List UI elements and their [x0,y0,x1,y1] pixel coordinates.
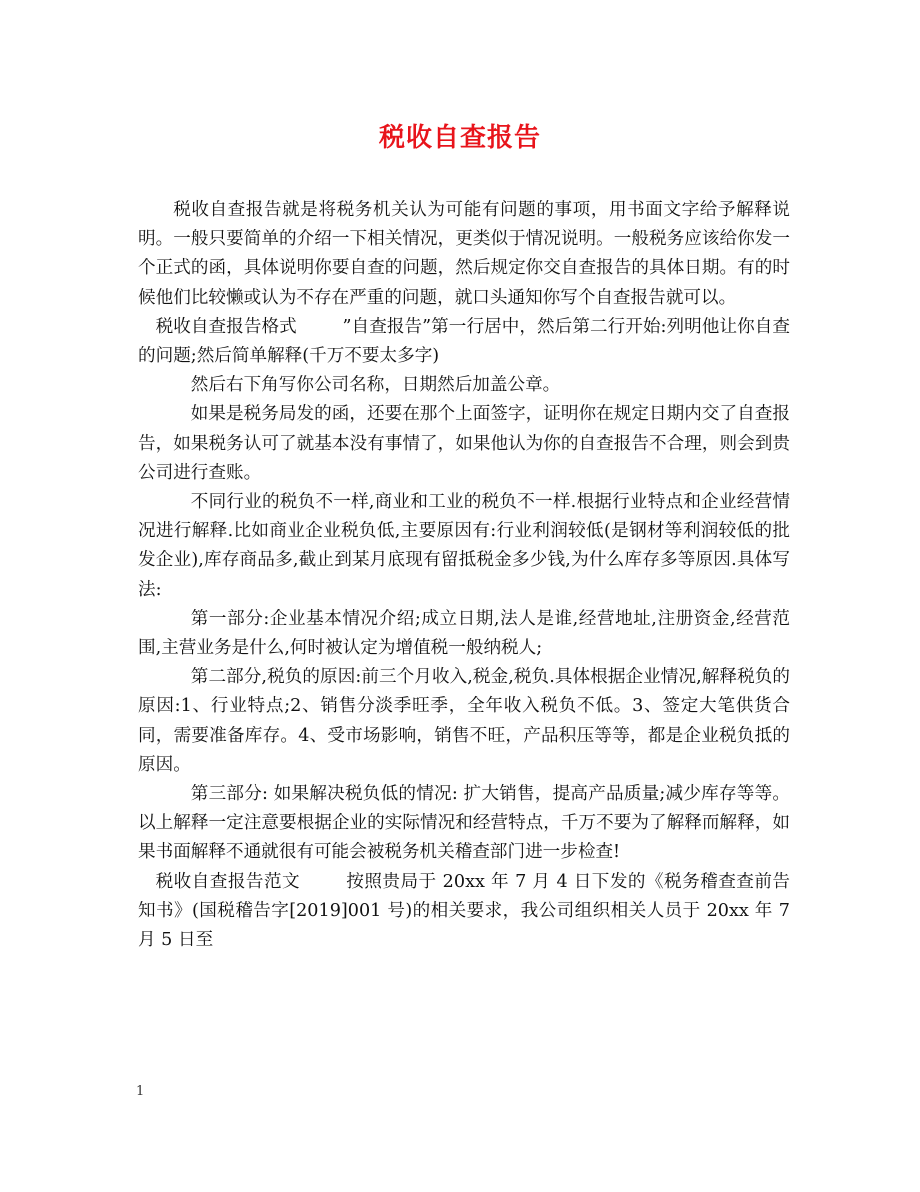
paragraph-part-two: 第二部分,税负的原因:前三个月收入,税金,税负.具体根据企业情况,解释税负的原因:1、行业特点;2、销售分淡季旺季，全年收入税负不低。3、签定大笔供货合同，需要准备库存。4、受市场影响，销售不旺，产品积压等等，都是企业税负抵的原因。 [138,667,790,775]
paragraph-part-three: 第三部分: 如果解决税负低的情况: 扩大销售，提高产品质量;减少库存等等。以上解释一定注意要根据企业的实际情况和经营特点，千万不要为了解释而解释，如果书面解释不通就很有可能会被税务机关稽查部门进一步检查! [138,784,790,863]
format-text: ”自查报告”第一行居中，然后第二行开始:列明他让你自查的问题;然后简单解释(千万不要太多字) [138,316,790,367]
document-title: 税收自查报告 [378,123,541,153]
format-heading: 税收自查报告格式 [155,316,297,337]
paragraph-letter: 如果是税务局发的函，还要在那个上面签字，证明你在规定日期内交了自查报告，如果税务认可了就基本没有事情了，如果他认为你的自查报告不合理，则会到贵公司进行查账。 [138,404,790,483]
paragraph-part-one: 第一部分:企业基本情况介绍;成立日期,法人是谁,经营地址,注册资金,经营范围,主营业务是什么,何时被认定为增值税一般纳税人; [138,608,790,659]
sample-heading: 税收自查报告范文 [155,871,301,892]
document-body [138,196,790,955]
paragraph-sample [138,868,790,956]
page-number: 1 [136,1084,145,1099]
paragraph-seal: 然后右下角写你公司名称，日期然后加盖公章。 [190,375,561,396]
sample-text: 按照贵局于 20xx 年 7 月 4 日下发的《税务稽查查前告知书》(国税稽告字[2019]001 号)的相关要求，我公司组织相关人员于 20xx 年 7 月 5 日至 [138,871,790,951]
paragraph-intro: 税收自查报告就是将税务机关认为可能有问题的事项，用书面文字给予解释说明。一般只要简单的介绍一下相关情况，更类似于情况说明。一般税务应该给你发一个正式的函，具体说明你要自查的问题，然后规定你交自查报告的具体日期。有的时候他们比较懒或认为不存在严重的问题，就口头通知你写个自查报告就可以。 [138,200,790,308]
paragraph-industry: 不同行业的税负不一样,商业和工业的税负不一样.根据行业特点和企业经营情况进行解释.比如商业企业税负低,主要原因有:行业利润较低(是钢材等利润较低的批发企业),库存商品多,截止到某月底现有留抵税金多少钱,为什么库存多等原因.具体写法: [138,492,790,600]
paragraph-format [138,313,790,371]
